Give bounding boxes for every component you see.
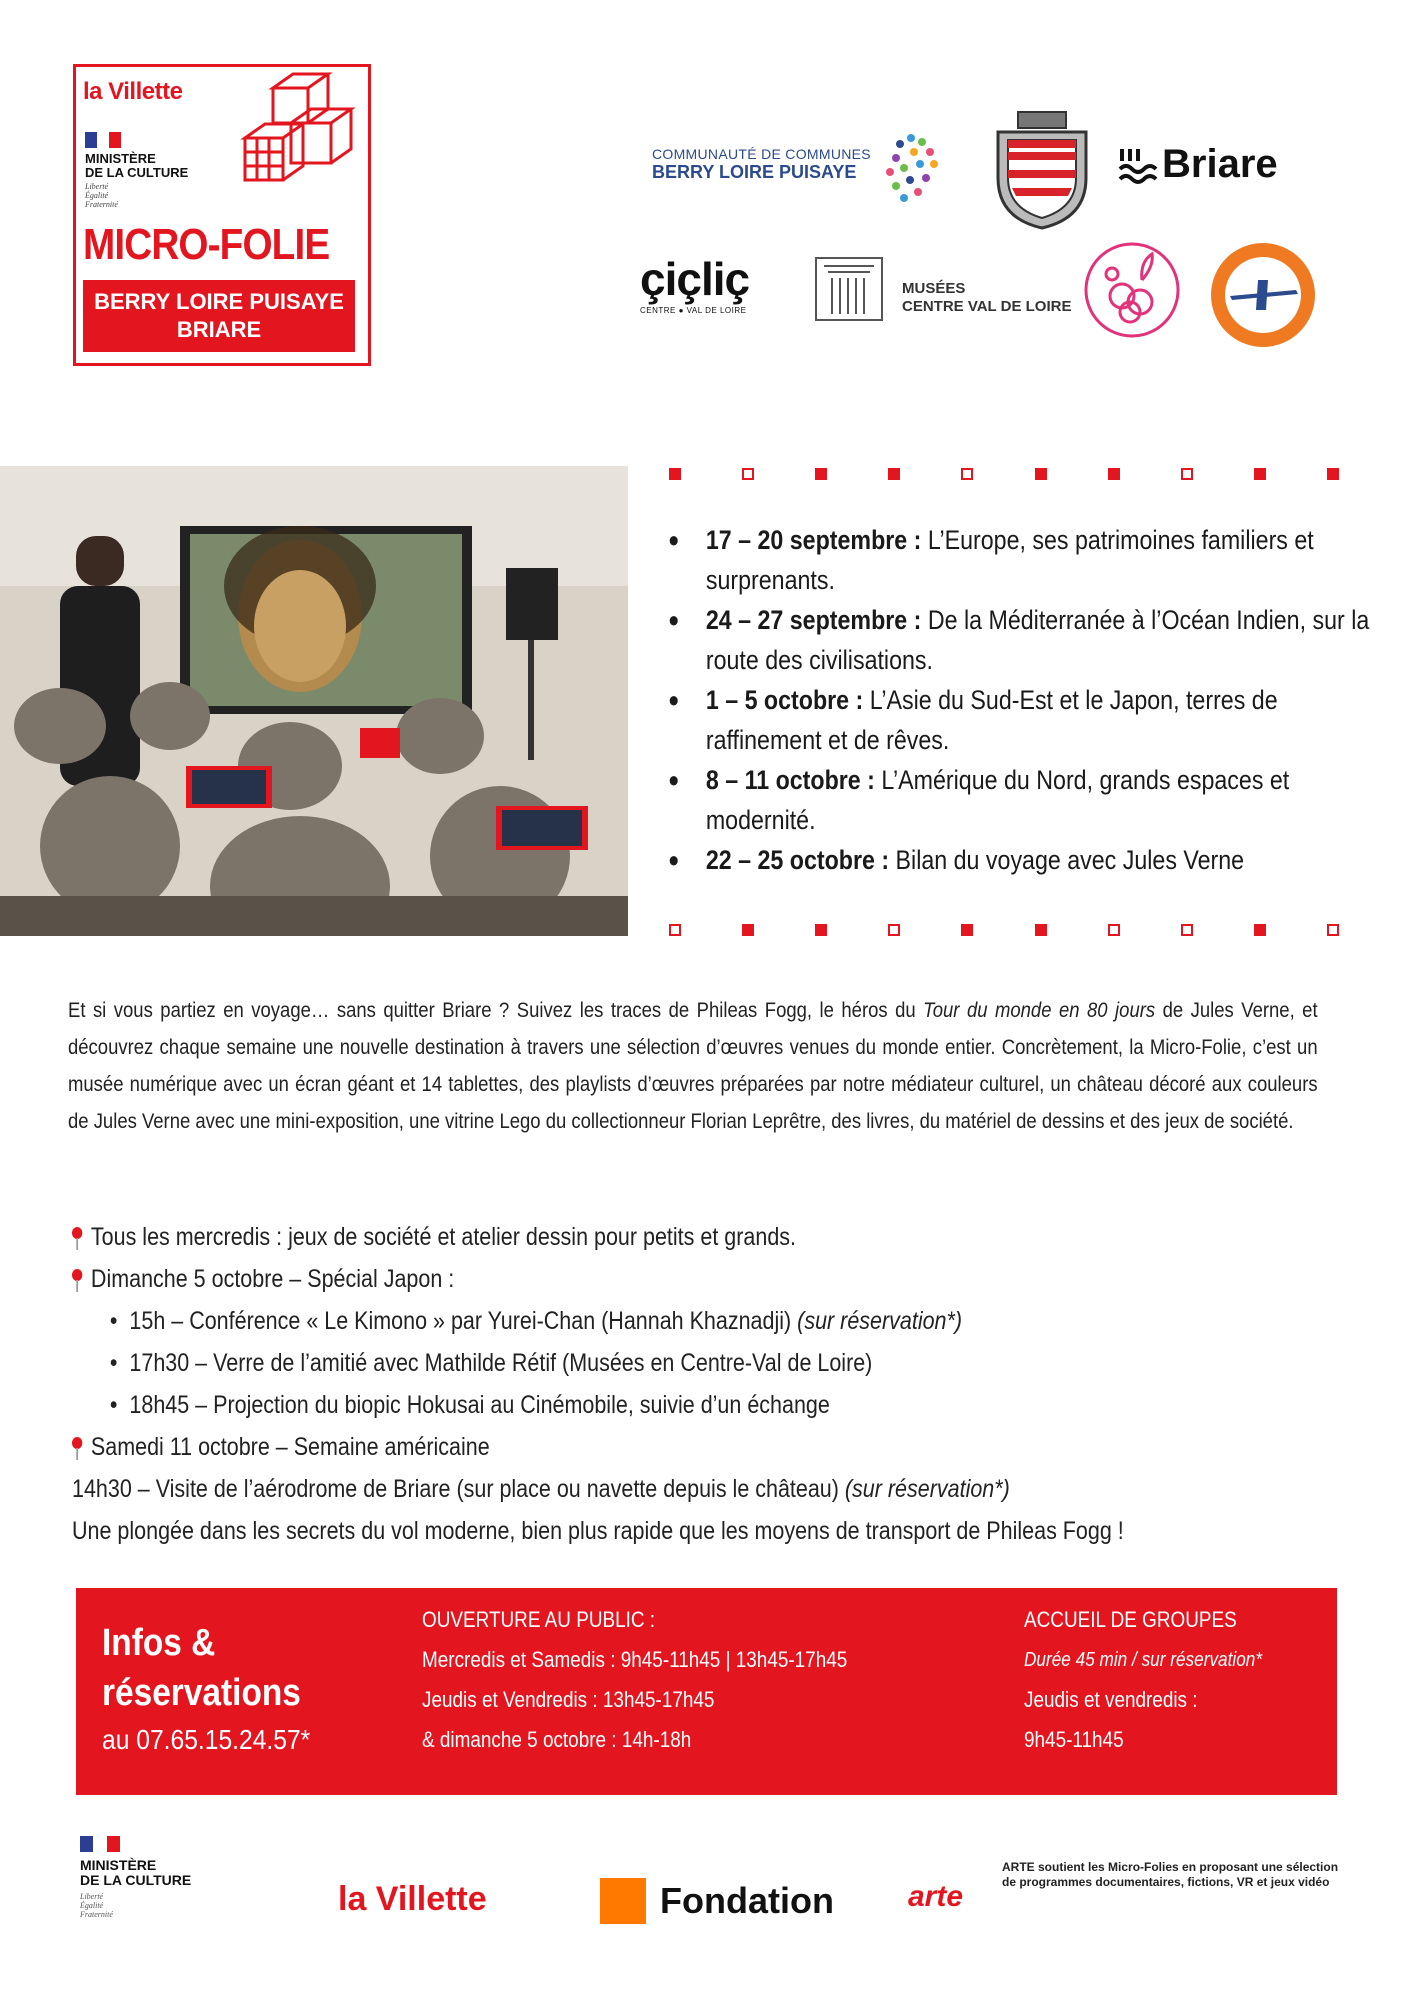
micro-folie-title: MICRO-FOLIE bbox=[83, 220, 330, 269]
arte-support-text: ARTE soutient les Micro-Folies en proposant une sélection de programmes documentaires, fictions, VR et jeux vidéo bbox=[1002, 1860, 1339, 1889]
location-line-1: BERRY LOIRE PUISAYE bbox=[94, 289, 344, 314]
intro-text-2: de Jules Verne, et découvrez chaque semaine une nouvelle destination à travers une sélection d’œuvres venues du monde entier. Concrètement, la Micro-Folie, c’est un musée numérique avec un écran géant et 14 tablettes, des playlists d’œuvres préparées par notre médiateur culturel, un château décoré aux couleurs de Jules Verne avec une mini-exposition, une vitrine Lego du collectionneur Florian Leprêtre, des livres, du matériel de dessins et des jeux de société. bbox=[68, 999, 1318, 1133]
briare-coat-of-arms-icon bbox=[990, 108, 1094, 234]
aeroclub-logo-icon bbox=[1208, 240, 1318, 350]
musees-icon bbox=[814, 256, 884, 322]
group-reception bbox=[1024, 1600, 1262, 1760]
intro-paragraph bbox=[68, 992, 1318, 1140]
ciclic-logo bbox=[640, 252, 749, 315]
dot bbox=[961, 924, 973, 936]
dot bbox=[961, 468, 973, 480]
schedule-dates: 24 – 27 septembre : bbox=[705, 605, 922, 635]
schedule-dates: 1 – 5 octobre : bbox=[705, 685, 864, 715]
schedule-dates: 22 – 25 octobre : bbox=[705, 845, 890, 875]
musees-logo bbox=[902, 280, 1071, 316]
french-flag-icon bbox=[80, 1836, 120, 1852]
opening-line: Jeudis et Vendredis : 13h45-17h45 bbox=[422, 1687, 715, 1712]
event-sub-item bbox=[72, 1300, 1293, 1342]
dots-row-bottom bbox=[669, 924, 1339, 936]
opening-line: & dimanche 5 octobre : 14h-18h bbox=[422, 1727, 692, 1752]
briare-logo bbox=[1118, 142, 1278, 187]
infos-title-line-2: réservations bbox=[102, 1672, 301, 1714]
schedule-item: ● 24 – 27 septembre : De la Méditerranée à l’Océan Indien, sur la route des civilisations. bbox=[668, 605, 1370, 675]
info-banner bbox=[76, 1588, 1337, 1795]
dots-cluster-icon bbox=[876, 130, 946, 206]
briare-wordmark: Briare bbox=[1162, 142, 1278, 186]
event-sunday bbox=[72, 1258, 1293, 1300]
dots-row-top bbox=[669, 468, 1339, 480]
event-text: 18h45 – Projection du biopic Hokusai au Cinémobile, suivie d’un échange bbox=[129, 1391, 830, 1419]
dot bbox=[742, 468, 754, 480]
event-text: Dimanche 5 octobre – Spécial Japon : bbox=[90, 1265, 455, 1293]
cc-line-1: COMMUNAUTÉ DE COMMUNES bbox=[652, 146, 871, 162]
event-saturday-desc bbox=[72, 1510, 1293, 1552]
dot bbox=[1254, 924, 1266, 936]
event-text: Une plongée dans les secrets du vol moderne, bien plus rapide que les moyens de transport de Phileas Fogg ! bbox=[72, 1517, 1124, 1545]
dot bbox=[1181, 924, 1193, 936]
musees-line-2: CENTRE VAL DE LOIRE bbox=[902, 298, 1072, 315]
location-box bbox=[83, 280, 355, 352]
dot bbox=[669, 468, 681, 480]
book-title: Tour du monde en 80 jours bbox=[923, 999, 1156, 1022]
conference-photo bbox=[0, 466, 628, 936]
reservation-note: (sur réservation*) bbox=[797, 1307, 963, 1335]
dot bbox=[669, 924, 681, 936]
orange-square-icon bbox=[600, 1878, 646, 1924]
schedule-dates: 8 – 11 octobre : bbox=[705, 765, 875, 795]
footer-ministere-label: MINISTÈRE DE LA CULTURE bbox=[80, 1857, 192, 1888]
groups-note: Durée 45 min / sur réservation* bbox=[1024, 1649, 1263, 1671]
footer-arte-logo: arte bbox=[908, 1880, 964, 1913]
event-sub-item bbox=[72, 1384, 1293, 1426]
cubes-icon bbox=[233, 68, 357, 198]
pin-icon bbox=[72, 1269, 82, 1289]
event-saturday bbox=[72, 1426, 1293, 1468]
dot bbox=[1108, 924, 1120, 936]
dot bbox=[888, 924, 900, 936]
opening-line: Mercredis et Samedis : 9h45-11h45 | 13h45-17h45 bbox=[422, 1647, 848, 1672]
event-text: 15h – Conférence « Le Kimono » par Yurei-Chan (Hannah Khaznadji) bbox=[129, 1307, 798, 1335]
pin-icon bbox=[72, 1437, 82, 1457]
footer-fondation-logo bbox=[600, 1878, 834, 1924]
dot bbox=[1254, 468, 1266, 480]
infos-title bbox=[102, 1618, 301, 1718]
schedule-dates: 17 – 20 septembre : bbox=[705, 525, 922, 555]
schedule-item: ● 17 – 20 septembre : L’Europe, ses patrimoines familiers et surprenants. bbox=[668, 525, 1314, 595]
french-flag-icon bbox=[85, 132, 121, 148]
micro-folie-logo bbox=[73, 64, 371, 366]
schedule-item: ● 1 – 5 octobre : L’Asie du Sud-Est et le Japon, terres de raffinement et de rêves. bbox=[668, 685, 1278, 755]
event-text: Tous les mercredis : jeux de société et atelier dessin pour petits et grands. bbox=[90, 1223, 797, 1251]
pin-icon bbox=[72, 1227, 82, 1247]
dot bbox=[1181, 468, 1193, 480]
schedule-text: L’Amérique du Nord, grands espaces et modernité. bbox=[705, 765, 1290, 835]
schedule-text: L’Asie du Sud-Est et le Japon, terres de raffinement et de rêves. bbox=[705, 685, 1278, 755]
pink-flower-logo-icon bbox=[1082, 240, 1182, 340]
dot bbox=[742, 924, 754, 936]
phone-number[interactable]: au 07.65.15.24.57* bbox=[102, 1724, 311, 1755]
groups-title: ACCUEIL DE GROUPES bbox=[1024, 1607, 1237, 1632]
communaute-communes-logo bbox=[652, 146, 871, 183]
infos-title-line-1: Infos & bbox=[102, 1622, 216, 1664]
dot bbox=[815, 924, 827, 936]
event-saturday-detail bbox=[72, 1468, 1293, 1510]
dot bbox=[1035, 924, 1047, 936]
event-text: 17h30 – Verre de l’amitié avec Mathilde Rétif (Musées en Centre-Val de Loire) bbox=[129, 1349, 873, 1377]
footer-motto: Liberté Égalité Fraternité bbox=[80, 1892, 113, 1919]
schedule-text: Bilan du voyage avec Jules Verne bbox=[889, 845, 1245, 875]
event-text: 14h30 – Visite de l’aérodrome de Briare (sur place ou navette depuis le château) bbox=[72, 1475, 845, 1503]
opening-title: OUVERTURE AU PUBLIC : bbox=[422, 1607, 656, 1632]
footer-la-villette-logo: la Villette bbox=[338, 1880, 487, 1918]
musees-line-1: MUSÉES bbox=[902, 280, 966, 297]
reservation-note: (sur réservation*) bbox=[844, 1475, 1010, 1503]
event-text: Samedi 11 octobre – Semaine américaine bbox=[90, 1433, 490, 1461]
groups-line: Jeudis et vendredis : bbox=[1024, 1687, 1198, 1712]
intro-text-1: Et si vous partiez en voyage… sans quitter Briare ? Suivez les traces de Phileas Fogg, le héros du bbox=[68, 999, 924, 1022]
dot bbox=[1327, 468, 1339, 480]
dot bbox=[888, 468, 900, 480]
ciclic-wordmark: çiçliç bbox=[640, 253, 750, 305]
fondation-wordmark: Fondation bbox=[660, 1880, 834, 1921]
dot bbox=[815, 468, 827, 480]
dot bbox=[1327, 924, 1339, 936]
ciclic-subtitle: CENTRE ● VAL DE LOIRE bbox=[640, 306, 747, 315]
schedule-list bbox=[668, 520, 1373, 880]
schedule-item: ● 22 – 25 octobre : Bilan du voyage avec Jules Verne bbox=[668, 845, 1245, 875]
la-villette-wordmark: la Villette bbox=[83, 78, 183, 105]
schedule-item: ● 8 – 11 octobre : L’Amérique du Nord, grands espaces et modernité. bbox=[668, 765, 1290, 835]
wave-icon bbox=[1118, 145, 1162, 185]
footer-ministere-logo bbox=[80, 1836, 191, 1919]
dot bbox=[1035, 468, 1047, 480]
ministere-motto: Liberté Égalité Fraternité bbox=[85, 182, 118, 209]
location-line-2: BRIARE bbox=[176, 317, 262, 342]
event-sub-item bbox=[72, 1342, 1293, 1384]
event-wednesdays bbox=[72, 1216, 1293, 1258]
cc-line-2: BERRY LOIRE PUISAYE bbox=[652, 162, 857, 182]
events-list bbox=[72, 1216, 1293, 1552]
schedule-text: De la Méditerranée à l’Océan Indien, sur la route des civilisations. bbox=[705, 605, 1370, 675]
groups-line: 9h45-11h45 bbox=[1024, 1727, 1124, 1752]
dot bbox=[1108, 468, 1120, 480]
ministere-label: MINISTÈRE DE LA CULTURE bbox=[85, 151, 189, 180]
schedule-text: L’Europe, ses patrimoines familiers et surprenants. bbox=[705, 525, 1314, 595]
opening-hours bbox=[422, 1600, 847, 1760]
